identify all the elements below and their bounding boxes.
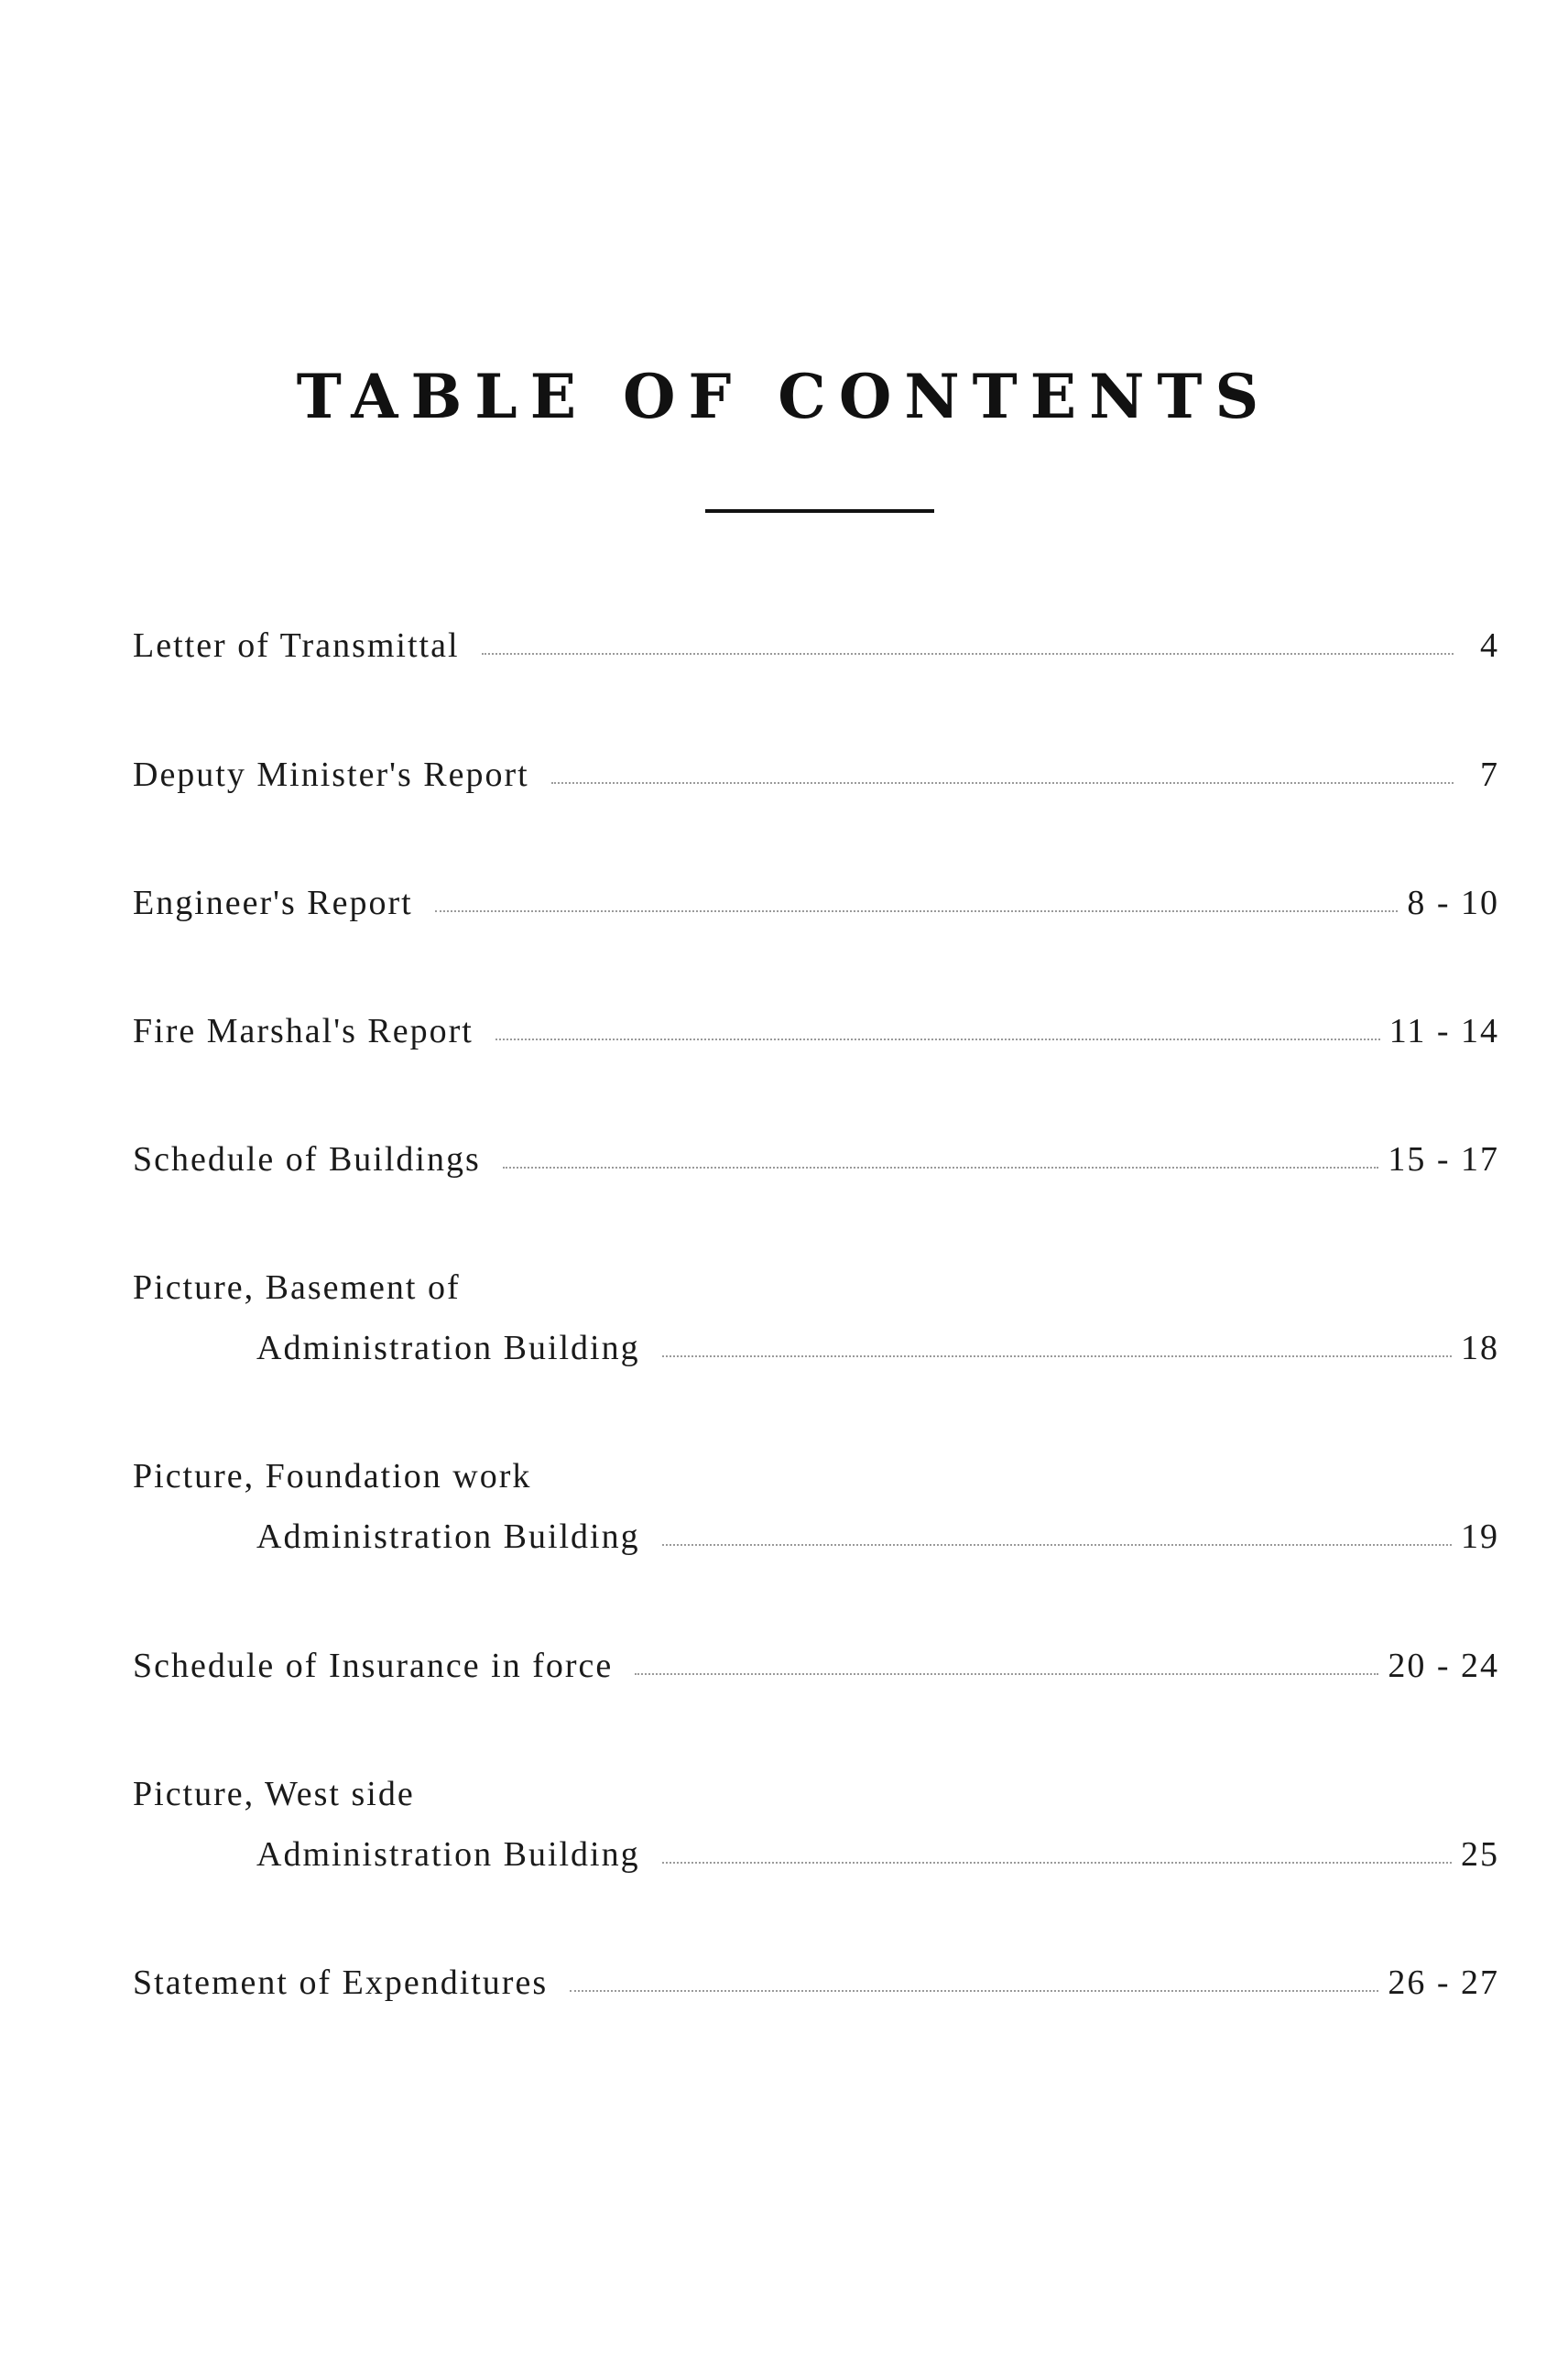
toc-entry-picture-west-side — [133, 1777, 1499, 1872]
dot-leader — [570, 1990, 1378, 1992]
dot-leader — [482, 653, 1454, 655]
toc-entry-schedule-of-buildings — [133, 1142, 1499, 1177]
toc-entry-statement-of-expenditures — [133, 1965, 1499, 2000]
toc-entry-title: Letter of Transmittal — [133, 626, 460, 665]
toc-entry-subtitle: Administration Building — [256, 1517, 640, 1556]
toc-entry-picture-basement — [133, 1270, 1499, 1365]
toc-entry-engineers-report — [133, 886, 1499, 920]
dot-leader — [551, 782, 1454, 784]
dot-leader — [495, 1039, 1380, 1040]
toc-entry-title: Statement of Expenditures — [133, 1963, 549, 2002]
toc-entry-title: Engineer's Report — [133, 884, 413, 922]
toc-entry-subtitle: Administration Building — [256, 1835, 640, 1874]
title-underline — [705, 509, 934, 513]
toc-entry-title: Deputy Minister's Report — [133, 756, 529, 794]
toc-entry-letter-of-transmittal — [133, 628, 1499, 663]
dot-leader — [662, 1862, 1452, 1864]
dot-leader — [662, 1355, 1452, 1357]
toc-entry-title: Picture, Foundation work — [133, 1457, 532, 1495]
toc-entry-title: Schedule of Insurance in force — [133, 1647, 614, 1685]
toc-entry-page: 11 - 14 — [1388, 1012, 1499, 1050]
dot-leader — [635, 1673, 1378, 1675]
dot-leader — [435, 910, 1399, 912]
toc-entry-picture-foundation-work — [133, 1459, 1499, 1554]
page-title: TABLE OF CONTENTS — [296, 361, 1272, 432]
toc-entry-page: 19 — [1461, 1517, 1499, 1556]
toc-entry-title: Picture, Basement of — [133, 1268, 461, 1307]
toc-entry-page: 7 — [1480, 756, 1499, 794]
toc-entry-title: Fire Marshal's Report — [133, 1012, 474, 1050]
toc-entry-page: 8 - 10 — [1407, 884, 1499, 922]
toc-entry-title: Schedule of Buildings — [133, 1140, 481, 1179]
dot-leader — [662, 1544, 1452, 1546]
toc-entry-page: 4 — [1480, 626, 1499, 665]
toc-entry-fire-marshals-report — [133, 1014, 1499, 1049]
toc-entry-page: 20 - 24 — [1388, 1647, 1499, 1685]
dot-leader — [503, 1167, 1379, 1169]
toc-entry-page: 26 - 27 — [1388, 1963, 1499, 2002]
toc-entry-title: Picture, West side — [133, 1775, 415, 1813]
toc-entry-schedule-of-insurance — [133, 1648, 1499, 1683]
toc-entry-page: 18 — [1461, 1329, 1499, 1367]
toc-entry-page: 25 — [1461, 1835, 1499, 1874]
toc-entry-page: 15 - 17 — [1388, 1140, 1499, 1179]
toc-entry-subtitle: Administration Building — [256, 1329, 640, 1367]
toc-entry-deputy-ministers-report — [133, 757, 1499, 792]
